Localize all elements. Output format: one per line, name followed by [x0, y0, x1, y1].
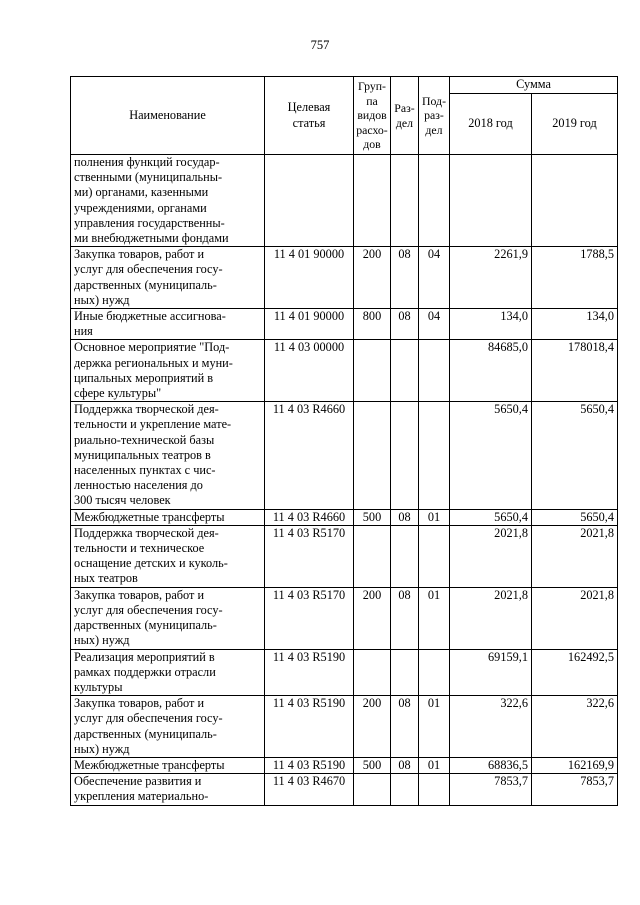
budget-table	[70, 76, 618, 806]
row-expense-group	[354, 402, 391, 509]
row-sum-2019: 5650,4	[532, 509, 618, 525]
row-name	[71, 509, 265, 525]
header-target-line1: Целевая	[287, 100, 331, 115]
row-name-line: услуг для обеспечения госу-	[74, 711, 223, 726]
header-year-2018: 2018 год	[450, 94, 532, 155]
row-name-line: ных) нужд	[74, 292, 130, 307]
table-row	[71, 155, 618, 247]
row-sum-2019: 134,0	[532, 309, 618, 340]
row-target-article: 11 4 01 90000	[265, 247, 354, 309]
row-name-line: муниципальных театров в	[74, 447, 211, 462]
row-name-line: ленностью населения до	[74, 478, 203, 493]
row-name-line: Реализация мероприятий в	[74, 649, 215, 664]
row-section	[391, 340, 419, 402]
header-name: Наименование	[71, 77, 265, 155]
row-name-line: услуг для обеспечения госу-	[74, 602, 223, 617]
header-section-l1: Раз-	[394, 100, 415, 115]
header-target-line2: статья	[292, 115, 326, 130]
header-subsection-l3: дел	[425, 122, 443, 137]
row-name-line: ми внебюджетными фондами	[74, 231, 229, 246]
row-name-line: управления государственны-	[74, 215, 225, 230]
row-section	[391, 525, 419, 587]
row-target-article: 11 4 03 R5190	[265, 757, 354, 773]
header-subsection-l1: Под-	[421, 93, 446, 108]
row-name-line: Межбюджетные трансферты	[74, 757, 225, 772]
row-sum-2018: 69159,1	[450, 649, 532, 696]
row-sum-2019: 178018,4	[532, 340, 618, 402]
row-sum-2018: 134,0	[450, 309, 532, 340]
row-sum-2019	[532, 155, 618, 247]
table-row	[71, 587, 618, 649]
row-section	[391, 402, 419, 509]
row-name-line: Закупка товаров, работ и	[74, 247, 205, 262]
row-name-line: Межбюджетные трансферты	[74, 509, 225, 524]
header-year-2019: 2019 год	[532, 94, 618, 155]
row-name-line: риально-технической базы	[74, 432, 215, 447]
header-group-l3: видов	[357, 108, 387, 123]
budget-table-body	[71, 155, 618, 806]
row-name-line: Поддержка творческой дея-	[74, 525, 219, 540]
row-name	[71, 525, 265, 587]
row-name-line: Иные бюджетные ассигнова-	[74, 309, 226, 324]
row-name-line: держка региональных и муни-	[74, 355, 233, 370]
row-expense-group: 200	[354, 587, 391, 649]
row-name-line: укрепления материально-	[74, 789, 209, 804]
row-name-line: рамках поддержки отрасли	[74, 664, 216, 679]
row-expense-group	[354, 649, 391, 696]
row-section: 08	[391, 696, 419, 758]
row-target-article: 11 4 03 R4670	[265, 774, 354, 805]
row-subsection: 01	[419, 509, 450, 525]
row-subsection	[419, 525, 450, 587]
table-row	[71, 509, 618, 525]
row-expense-group: 200	[354, 247, 391, 309]
row-section: 08	[391, 509, 419, 525]
row-sum-2018: 68836,5	[450, 757, 532, 773]
table-row	[71, 774, 618, 805]
row-name-line: полнения функций государ-	[74, 155, 220, 169]
row-sum-2019: 7853,7	[532, 774, 618, 805]
table-row	[71, 309, 618, 340]
row-expense-group	[354, 340, 391, 402]
row-target-article: 11 4 03 R5190	[265, 649, 354, 696]
header-group-l5: дов	[363, 137, 381, 152]
row-name-line: Основное мероприятие "Под-	[74, 340, 230, 355]
row-expense-group: 500	[354, 509, 391, 525]
header-group-l2: па	[366, 93, 378, 108]
row-target-article: 11 4 03 R5170	[265, 525, 354, 587]
header-group-l1: Груп-	[358, 79, 386, 94]
row-expense-group: 800	[354, 309, 391, 340]
row-name-line: дарственных (муниципаль-	[74, 726, 217, 741]
row-name-line: услуг для обеспечения госу-	[74, 262, 223, 277]
page-number: 757	[310, 38, 330, 52]
row-name-line: населенных пунктах с чис-	[74, 463, 216, 478]
row-expense-group	[354, 155, 391, 247]
table-row	[71, 757, 618, 773]
row-name-line: оснащение детских и куколь-	[74, 556, 228, 571]
row-target-article: 11 4 03 00000	[265, 340, 354, 402]
header-group-l4: расхо-	[356, 122, 388, 137]
row-name-line: сфере культуры"	[74, 386, 162, 401]
row-name-line: дарственных (муниципаль-	[74, 618, 217, 633]
row-name	[71, 696, 265, 758]
row-section	[391, 155, 419, 247]
row-subsection: 01	[419, 757, 450, 773]
row-subsection	[419, 774, 450, 805]
row-name	[71, 309, 265, 340]
row-subsection: 04	[419, 309, 450, 340]
header-section	[391, 77, 419, 155]
row-subsection	[419, 340, 450, 402]
row-sum-2018: 5650,4	[450, 509, 532, 525]
row-subsection	[419, 402, 450, 509]
row-name	[71, 155, 265, 247]
header-subsection	[419, 77, 450, 155]
row-name-line: ных театров	[74, 571, 138, 586]
row-name-line: культуры	[74, 679, 123, 694]
row-section	[391, 649, 419, 696]
row-sum-2019: 1788,5	[532, 247, 618, 309]
row-sum-2019: 5650,4	[532, 402, 618, 509]
table-row	[71, 340, 618, 402]
header-sum: Сумма	[450, 77, 618, 94]
row-sum-2018: 2021,8	[450, 525, 532, 587]
row-sum-2019: 162169,9	[532, 757, 618, 773]
row-section: 08	[391, 757, 419, 773]
row-sum-2018: 2021,8	[450, 587, 532, 649]
row-sum-2019: 322,6	[532, 696, 618, 758]
row-sum-2018	[450, 155, 532, 247]
row-target-article	[265, 155, 354, 247]
row-name	[71, 649, 265, 696]
row-section: 08	[391, 309, 419, 340]
header-subsection-l2: раз-	[424, 108, 444, 123]
row-expense-group: 200	[354, 696, 391, 758]
row-subsection: 01	[419, 696, 450, 758]
header-expense-group	[354, 77, 391, 155]
row-expense-group	[354, 525, 391, 587]
row-name-line: Закупка товаров, работ и	[74, 696, 205, 711]
row-sum-2018: 5650,4	[450, 402, 532, 509]
row-target-article: 11 4 01 90000	[265, 309, 354, 340]
row-name-line: дарственных (муниципаль-	[74, 277, 217, 292]
header-target-article	[265, 77, 354, 155]
row-name-line: ципальных мероприятий в	[74, 370, 214, 385]
table-row	[71, 649, 618, 696]
row-name-line: ных) нужд	[74, 633, 130, 648]
row-name-line: ных) нужд	[74, 741, 130, 756]
row-subsection: 01	[419, 587, 450, 649]
row-target-article: 11 4 03 R5170	[265, 587, 354, 649]
table-row	[71, 696, 618, 758]
row-target-article: 11 4 03 R5190	[265, 696, 354, 758]
row-sum-2018: 322,6	[450, 696, 532, 758]
row-expense-group: 500	[354, 757, 391, 773]
table-row	[71, 402, 618, 509]
row-name-line: 300 тысяч человек	[74, 493, 171, 508]
header-section-l2: дел	[395, 115, 414, 130]
row-name-line: Поддержка творческой дея-	[74, 402, 219, 417]
row-name-line: Обеспечение развития и	[74, 774, 202, 789]
row-subsection: 04	[419, 247, 450, 309]
row-sum-2019: 2021,8	[532, 525, 618, 587]
row-section: 08	[391, 587, 419, 649]
row-name	[71, 774, 265, 805]
row-name	[71, 402, 265, 509]
row-subsection	[419, 649, 450, 696]
row-sum-2018: 84685,0	[450, 340, 532, 402]
row-name-line: ственными (муниципальны-	[74, 170, 223, 185]
row-sum-2018: 2261,9	[450, 247, 532, 309]
row-target-article: 11 4 03 R4660	[265, 402, 354, 509]
row-target-article: 11 4 03 R4660	[265, 509, 354, 525]
row-expense-group	[354, 774, 391, 805]
row-sum-2018: 7853,7	[450, 774, 532, 805]
row-sum-2019: 2021,8	[532, 587, 618, 649]
row-section: 08	[391, 247, 419, 309]
row-name-line: тельности и техническое	[74, 541, 205, 556]
table-row	[71, 247, 618, 309]
row-section	[391, 774, 419, 805]
row-name-line: ми) органами, казенными	[74, 185, 209, 200]
row-name-line: Закупка товаров, работ и	[74, 587, 205, 602]
row-name	[71, 247, 265, 309]
table-row	[71, 525, 618, 587]
row-sum-2019: 162492,5	[532, 649, 618, 696]
row-name	[71, 340, 265, 402]
row-name-line: учреждениями, органами	[74, 200, 207, 215]
row-subsection	[419, 155, 450, 247]
row-name	[71, 757, 265, 773]
row-name-line: тельности и укрепление мате-	[74, 417, 232, 432]
row-name	[71, 587, 265, 649]
row-name-line: ния	[74, 324, 93, 339]
